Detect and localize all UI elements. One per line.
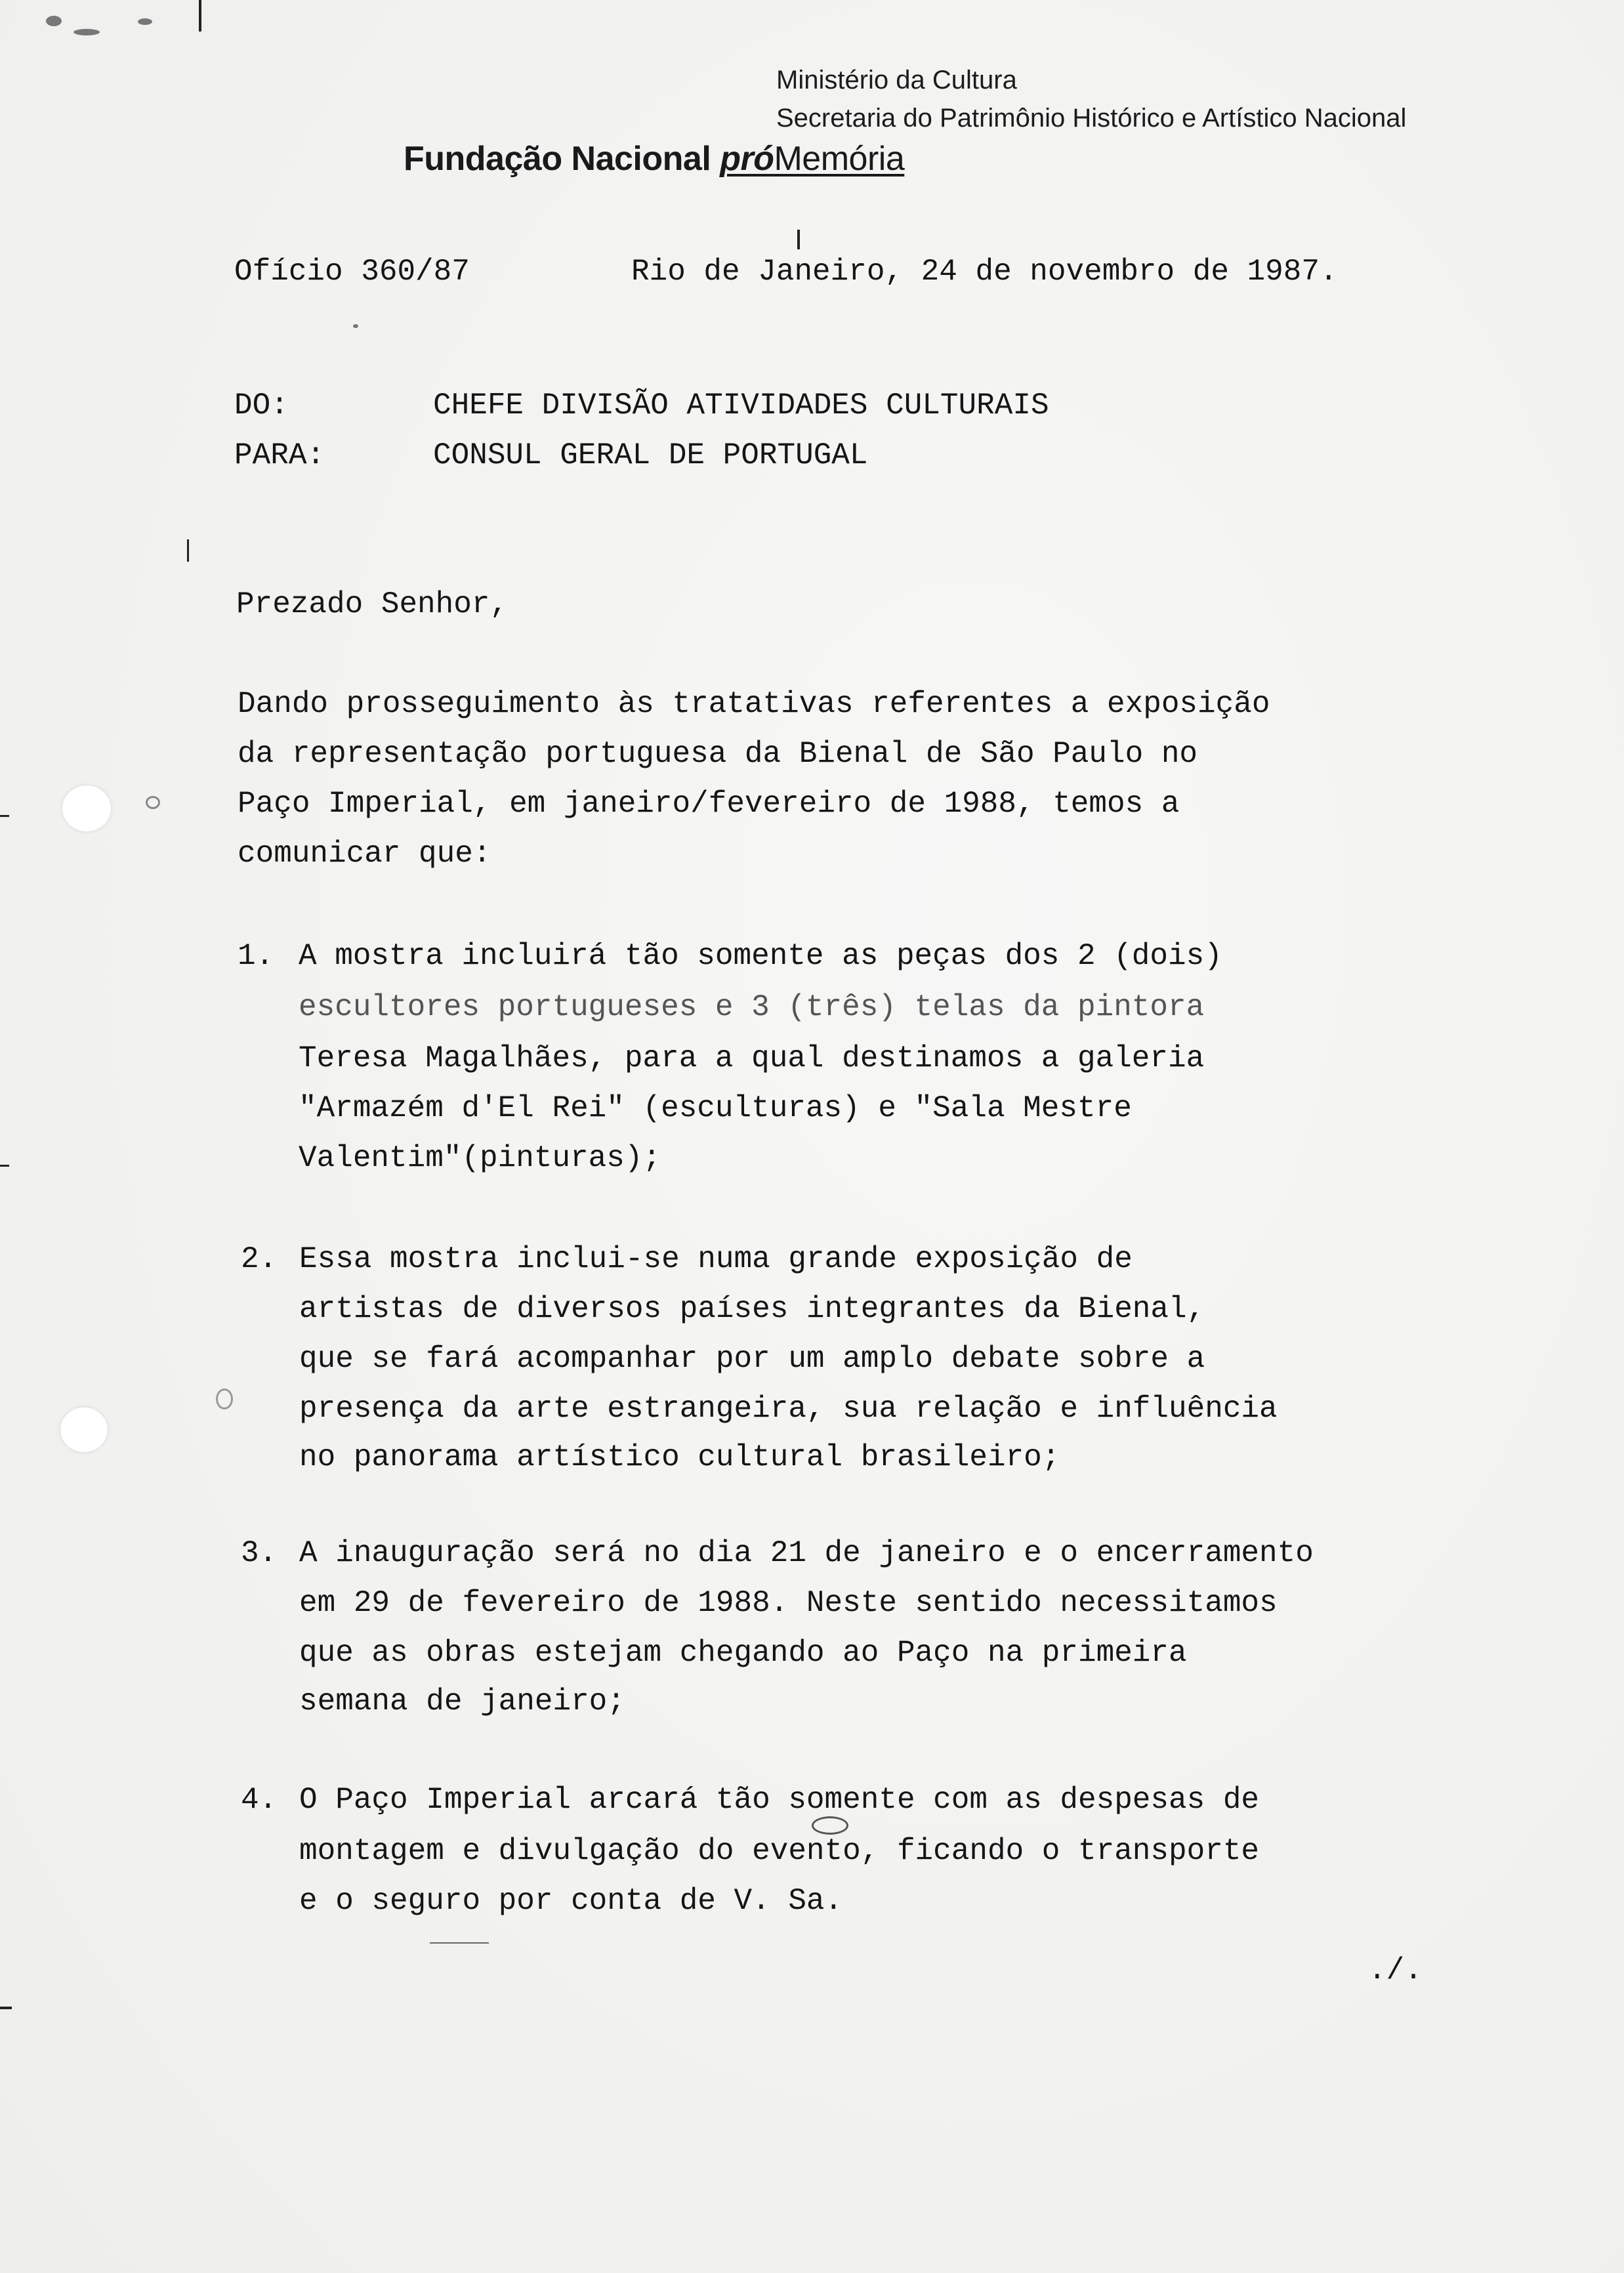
speck bbox=[812, 1816, 848, 1835]
speck bbox=[138, 18, 152, 25]
item-line: no panorama artístico cultural brasileiro; bbox=[299, 1440, 1060, 1474]
item-line: A mostra incluirá tão somente as peças dos 2 (dois) bbox=[299, 939, 1222, 973]
punch-hole bbox=[62, 785, 111, 831]
edge-mark bbox=[0, 815, 9, 817]
item-line: semana de janeiro; bbox=[299, 1684, 625, 1719]
continuation-mark: ./. bbox=[1368, 1953, 1423, 1988]
intro-line: Dando prosseguimento às tratativas referentes a exposição bbox=[238, 687, 1270, 721]
oficio-number: Ofício 360/87 bbox=[234, 255, 470, 289]
foundation-memoria: Memória bbox=[774, 140, 905, 178]
item-number: 3. bbox=[241, 1536, 278, 1570]
punch-hole bbox=[60, 1408, 108, 1452]
speck bbox=[73, 29, 100, 35]
edge-mark bbox=[0, 1165, 9, 1167]
item-line: artistas de diversos países integrantes da Bienal, bbox=[299, 1292, 1205, 1326]
item-line: em 29 de fevereiro de 1988. Neste sentido necessitamos bbox=[299, 1586, 1278, 1620]
intro-line: comunicar que: bbox=[238, 837, 491, 871]
item-line: O Paço Imperial arcará tão somente com as despesas de bbox=[299, 1783, 1260, 1817]
intro-line: Paço Imperial, em janeiro/fevereiro de 1988, temos a bbox=[238, 787, 1180, 821]
ministry-line: Ministério da Cultura bbox=[776, 66, 1017, 94]
foundation-pro: pró bbox=[720, 140, 774, 178]
item-number: 4. bbox=[241, 1783, 278, 1817]
item-line: e o seguro por conta de V. Sa. bbox=[299, 1884, 843, 1918]
edge-mark bbox=[199, 0, 201, 31]
item-line: presença da arte estrangeira, sua relação e influência bbox=[299, 1392, 1278, 1426]
item-line: montagem e divulgação do evento, ficando o transporte bbox=[299, 1834, 1260, 1868]
place-date: Rio de Janeiro, 24 de novembro de 1987. bbox=[631, 255, 1338, 289]
item-line: Valentim"(pinturas); bbox=[299, 1141, 661, 1175]
salutation: Prezado Senhor, bbox=[236, 587, 509, 621]
item-line: escultores portugueses e 3 (três) telas da pintora bbox=[299, 990, 1205, 1024]
item-number: 1. bbox=[238, 939, 274, 973]
speck bbox=[146, 796, 160, 809]
edge-mark bbox=[797, 230, 800, 249]
edge-mark bbox=[187, 539, 189, 562]
foundation-prefix: Fundação Nacional bbox=[404, 140, 711, 178]
speck bbox=[46, 16, 62, 26]
from-value: CHEFE DIVISÃO ATIVIDADES CULTURAIS bbox=[433, 388, 1049, 423]
foundation-logo bbox=[404, 139, 904, 178]
to-value: CONSUL GERAL DE PORTUGAL bbox=[433, 438, 868, 472]
from-label: DO: bbox=[234, 388, 289, 423]
edge-mark bbox=[0, 2007, 12, 2009]
item-line: A inauguração será no dia 21 de janeiro e o encerramento bbox=[299, 1536, 1314, 1570]
item-line: "Armazém d'El Rei" (esculturas) e "Sala Mestre bbox=[299, 1091, 1132, 1125]
item-line: que se fará acompanhar por um amplo debate sobre a bbox=[299, 1342, 1205, 1376]
speck bbox=[216, 1388, 233, 1409]
to-label: PARA: bbox=[234, 438, 325, 472]
item-number: 2. bbox=[241, 1242, 278, 1276]
speck bbox=[353, 324, 358, 328]
item-line: que as obras estejam chegando ao Paço na primeira bbox=[299, 1636, 1187, 1670]
item-line: Teresa Magalhães, para a qual destinamos a galeria bbox=[299, 1041, 1205, 1075]
item-line: Essa mostra inclui-se numa grande exposição de bbox=[299, 1242, 1133, 1276]
secretariat-line: Secretaria do Patrimônio Histórico e Artístico Nacional bbox=[776, 104, 1407, 133]
intro-line: da representação portuguesa da Bienal de São Paulo no bbox=[238, 737, 1198, 771]
edge-mark bbox=[430, 1942, 489, 1944]
